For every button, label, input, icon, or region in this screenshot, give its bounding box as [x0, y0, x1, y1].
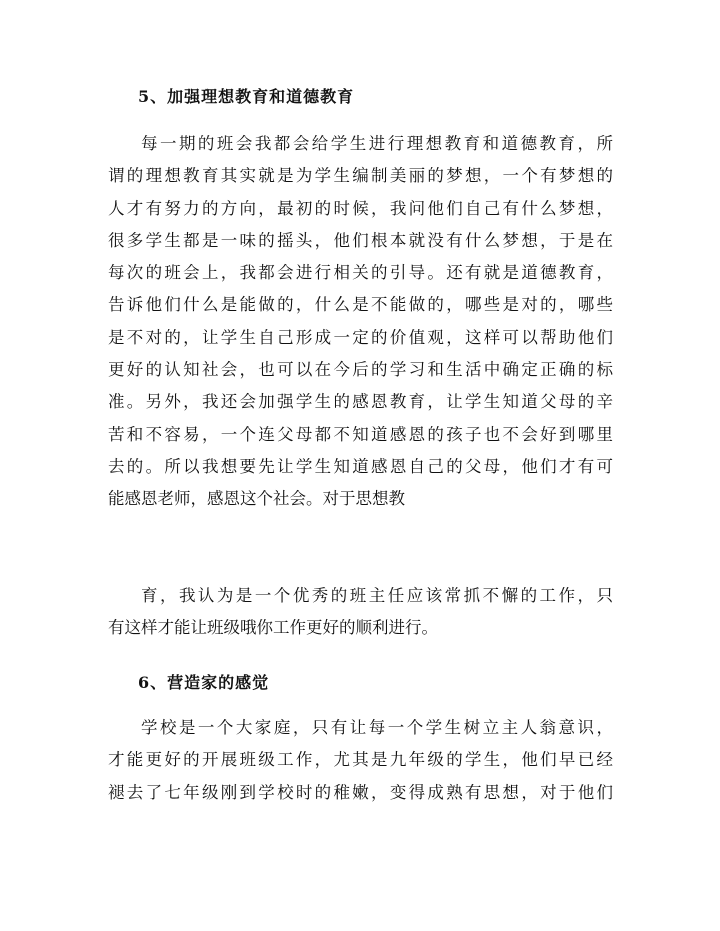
- text-line: 褪去了七年级刚到学校时的稚嫩，变得成熟有思想，对于他们: [108, 782, 613, 802]
- text-line: 人才有努力的方向，最初的时候，我问他们自己有什么梦想，: [108, 198, 613, 218]
- section-6-heading: 6、营造家的感觉: [138, 673, 270, 692]
- section-5-paragraph-1: [108, 128, 613, 516]
- text-line: 准。另外，我还会加强学生的感恩教育，让学生知道父母的辛: [108, 392, 613, 412]
- section-5-heading: 5、加强理想教育和道德教育: [138, 87, 355, 106]
- text-line: 每次的班会上，我都会进行相关的引导。还有就是道德教育，: [108, 263, 613, 283]
- text-line: 是不对的，让学生自己形成一定的价值观，这样可以帮助他们: [108, 327, 613, 347]
- text-line: 有这样才能让班级哦你工作更好的顺利进行。: [108, 618, 438, 638]
- text-line: 去的。所以我想要先让学生知道感恩自己的父母，他们才有可: [108, 456, 613, 476]
- section-6-paragraph-1: [108, 712, 613, 809]
- text-line: 苦和不容易，一个连父母都不知道感恩的孩子也不会好到哪里: [108, 424, 613, 444]
- text-line: 育，我认为是一个优秀的班主任应该常抓不懈的工作，只: [141, 586, 613, 605]
- text-line: 更好的认知社会，也可以在今后的学习和生活中确定正确的标: [108, 360, 613, 380]
- text-line: 学校是一个大家庭，只有让每一个学生树立主人翁意识，: [141, 718, 613, 737]
- text-line: 很多学生都是一味的摇头，他们根本就没有什么梦想，于是在: [108, 230, 613, 250]
- text-line: 告诉他们什么是能做的，什么是不能做的，哪些是对的，哪些: [108, 295, 613, 315]
- text-line: 谓的理想教育其实就是为学生编制美丽的梦想，一个有梦想的: [108, 166, 613, 186]
- section-5-paragraph-2: [108, 580, 613, 645]
- text-line: 每一期的班会我都会给学生进行理想教育和道德教育，所: [141, 134, 613, 153]
- text-line: 能感恩老师，感恩这个社会。对于思想教: [108, 489, 405, 509]
- text-line: 才能更好的开展班级工作，尤其是九年级的学生，他们早已经: [108, 750, 613, 770]
